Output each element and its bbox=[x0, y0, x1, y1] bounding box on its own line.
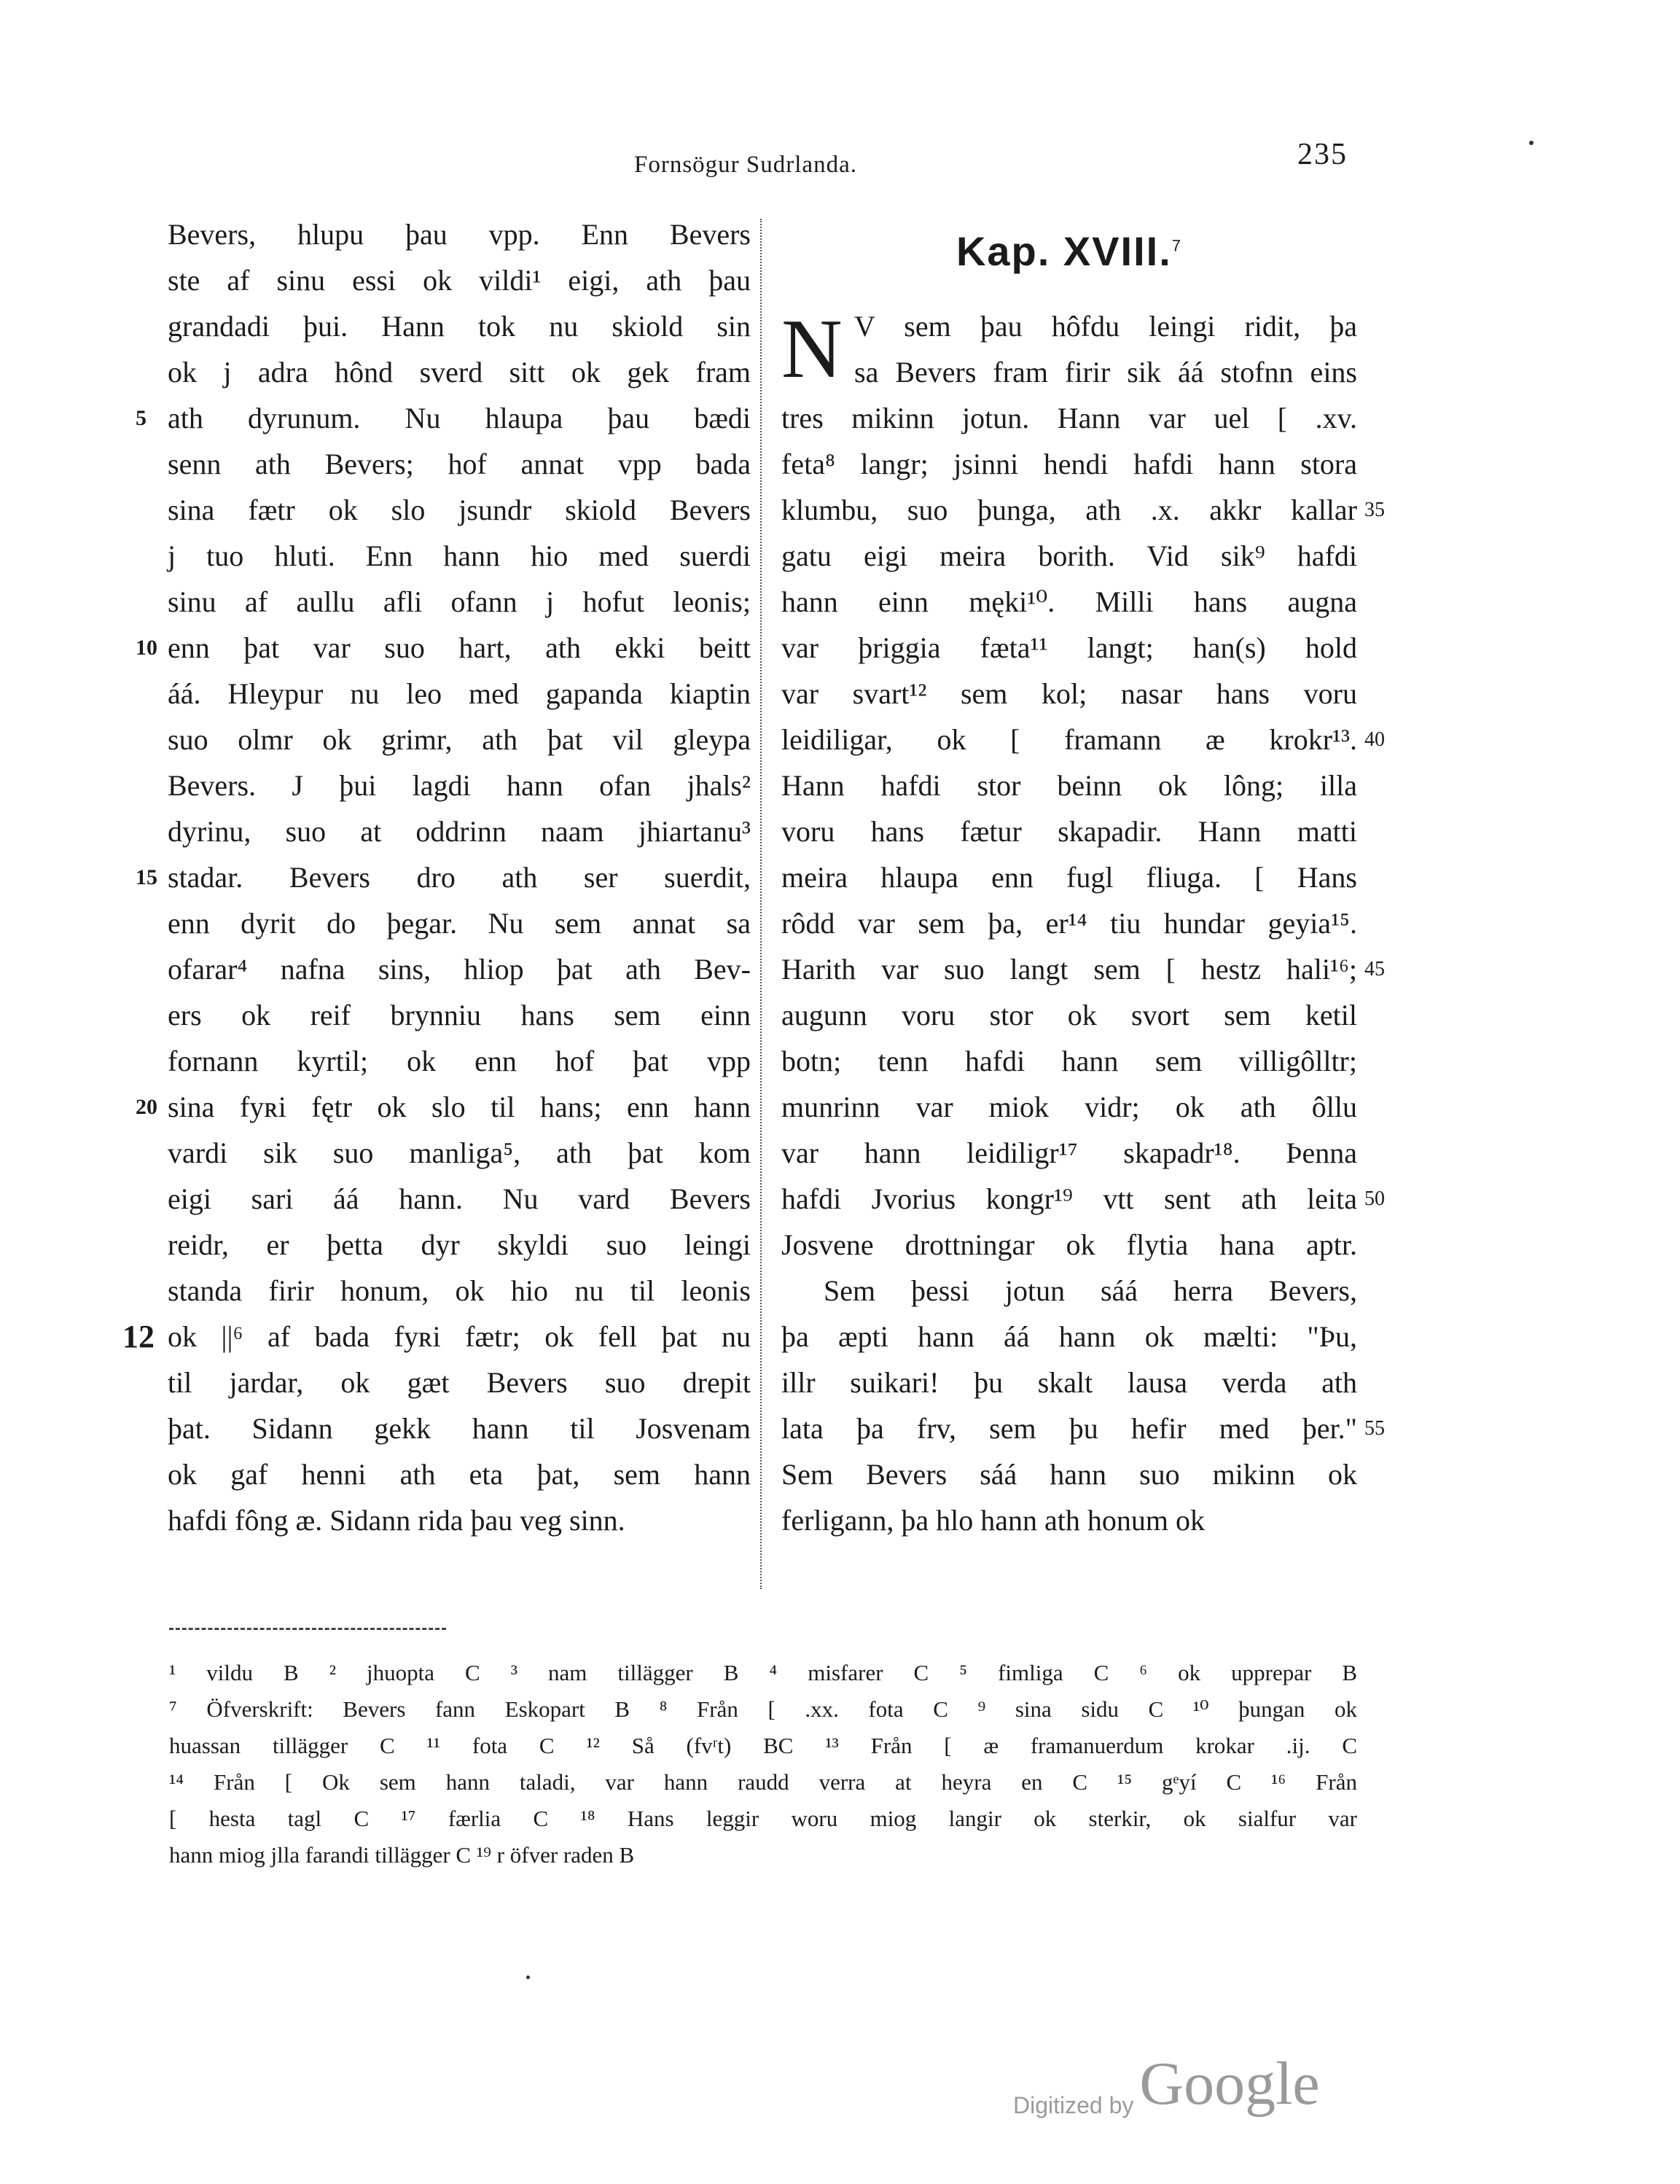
text-line bbox=[168, 579, 751, 625]
line-text: ste af sinu essi ok vildi¹ eigi, ath þau bbox=[168, 264, 751, 297]
line-text: ok gaf henni ath eta þat, sem hann bbox=[168, 1458, 751, 1491]
text-line bbox=[168, 808, 751, 854]
line-text: grandadi þui. Hann tok nu skiold sin bbox=[168, 310, 751, 343]
line-text: var svart¹² sem kol; nasar hans voru bbox=[781, 677, 1357, 710]
text-line bbox=[168, 257, 751, 303]
text-line bbox=[781, 533, 1357, 579]
left-text-column bbox=[122, 211, 751, 1543]
line-text: rôdd var sem þa, er¹⁴ tiu hundar geyia¹⁵. bbox=[781, 907, 1357, 940]
line-text: ok j adra hônd sverd sitt ok gek fram bbox=[168, 356, 751, 389]
footnote-line: ¹⁴ Från [ Ok sem hann taladi, var hann raudd verra at heyra en C ¹⁵ gᵉyí C ¹⁶ Från bbox=[169, 1769, 1357, 1795]
text-line bbox=[781, 1405, 1385, 1451]
footnotes bbox=[169, 1655, 1357, 1873]
line-number: 55 bbox=[1364, 1417, 1385, 1440]
text-line bbox=[136, 625, 751, 671]
text-line bbox=[168, 1130, 751, 1176]
text-line bbox=[136, 395, 751, 441]
chapter-heading-text: Kap. XVIII. bbox=[956, 228, 1172, 274]
text-line bbox=[781, 395, 1357, 441]
line-text: ath dyrunum. Nu hlaupa þau bædi bbox=[168, 402, 751, 434]
line-text: enn dyrit do þegar. Nu sem annat sa bbox=[168, 907, 751, 940]
text-line bbox=[781, 992, 1357, 1038]
line-number: 45 bbox=[1364, 958, 1385, 980]
text-line bbox=[781, 1360, 1357, 1405]
text-line bbox=[168, 946, 751, 992]
line-text: ferligann, þa hlo hann ath honum ok bbox=[781, 1504, 1205, 1537]
text-line bbox=[781, 717, 1385, 763]
line-text: reidr, er þetta dyr skyldi suo leingi bbox=[168, 1228, 751, 1261]
line-number: 35 bbox=[1364, 499, 1385, 521]
text-line bbox=[168, 349, 751, 395]
line-number: 12 bbox=[122, 1319, 155, 1354]
watermark-prefix: Digitized by bbox=[1013, 2092, 1134, 2118]
text-line bbox=[168, 1222, 751, 1268]
line-text: feta⁸ langr; jsinni hendi hafdi hann stora bbox=[781, 448, 1357, 480]
text-line bbox=[136, 854, 751, 900]
column-divider bbox=[760, 219, 762, 1589]
text-line bbox=[168, 1451, 751, 1497]
text-line bbox=[168, 1497, 751, 1543]
chapter-heading-note: 7 bbox=[1171, 236, 1183, 255]
line-text: Bevers, hlupu þau vpp. Enn Bevers bbox=[168, 218, 751, 251]
line-text: var þriggia fæta¹¹ langt; han(s) hold bbox=[781, 631, 1357, 664]
line-text: V sem þau hôfdu leingi ridit, þa bbox=[854, 310, 1357, 343]
line-text: eigi sari áá hann. Nu vard Bevers bbox=[168, 1182, 751, 1215]
text-line bbox=[168, 1360, 751, 1405]
line-text: sina fyʀi fętr ok slo til hans; enn hann bbox=[168, 1091, 751, 1123]
line-number: 5 bbox=[136, 406, 146, 430]
line-text: Bevers. J þui lagdi hann ofan jhals² bbox=[168, 769, 751, 802]
footnote-line: ¹ vildu B ² jhuopta C ³ nam tillägger B ⁴ misfarer C ⁵ fimliga C ⁶ ok upprepar B bbox=[169, 1660, 1357, 1685]
footnote-line: ⁷ Öfverskrift: Bevers fann Eskopart B ⁸ Från [ .xx. fota C ⁹ sina sidu C ¹⁰ þungan ok bbox=[169, 1696, 1357, 1722]
text-line bbox=[168, 211, 751, 257]
line-text: ok ||⁶ af bada fyʀi fætr; ok fell þat nu bbox=[168, 1320, 751, 1353]
line-number: 40 bbox=[1364, 728, 1385, 751]
line-text: enn þat var suo hart, ath ekki beitt bbox=[168, 631, 751, 664]
line-text: fornann kyrtil; ok enn hof þat vpp bbox=[168, 1045, 751, 1077]
line-text: ers ok reif brynniu hans sem einn bbox=[168, 999, 751, 1031]
line-text: meira hlaupa enn fugl fliuga. [ Hans bbox=[781, 861, 1357, 894]
text-line bbox=[168, 763, 751, 808]
right-text-column bbox=[781, 211, 1385, 1543]
text-line bbox=[168, 671, 751, 717]
page-number: 235 bbox=[1297, 138, 1348, 171]
line-text: var hann leidiligr¹⁷ skapadr¹⁸. Þenna bbox=[781, 1136, 1357, 1169]
text-line bbox=[781, 441, 1357, 487]
line-text: hafdi Jvorius kongr¹⁹ vtt sent ath leita bbox=[781, 1182, 1357, 1215]
text-line bbox=[781, 1314, 1357, 1360]
text-line bbox=[781, 900, 1357, 946]
line-text: voru hans fætur skapadir. Hann matti bbox=[781, 815, 1357, 848]
line-number: 20 bbox=[136, 1095, 157, 1119]
line-text: vardi sik suo manliga⁵, ath þat kom bbox=[168, 1136, 751, 1169]
text-line bbox=[168, 487, 751, 533]
line-text: klumbu, suo þunga, ath .x. akkr kallar bbox=[781, 494, 1357, 526]
line-text: tres mikinn jotun. Hann var uel [ .xv. bbox=[781, 402, 1357, 434]
text-line bbox=[781, 625, 1357, 671]
line-text: sa Bevers fram firir sik áá stofnn eins bbox=[854, 356, 1357, 389]
text-line bbox=[781, 763, 1357, 808]
footnote-line: hann miog jlla farandi tillägger C ¹⁹ r öfver raden B bbox=[169, 1842, 635, 1868]
line-text: stadar. Bevers dro ath ser suerdit, bbox=[168, 861, 751, 894]
digitized-watermark bbox=[1013, 2048, 1320, 2119]
text-line bbox=[781, 854, 1357, 900]
drop-cap: N bbox=[781, 303, 843, 396]
text-line bbox=[781, 1222, 1357, 1268]
line-text: suo olmr ok grimr, ath þat vil gleypa bbox=[168, 723, 751, 756]
text-line bbox=[122, 1314, 751, 1360]
line-number: 10 bbox=[136, 636, 157, 660]
line-text: Sem þessi jotun sáá herra Bevers, bbox=[824, 1274, 1357, 1307]
line-text: senn ath Bevers; hof annat vpp bada bbox=[168, 448, 751, 480]
line-text: gatu eigi meira borith. Vid sik⁹ hafdi bbox=[781, 539, 1357, 572]
text-line bbox=[168, 992, 751, 1038]
line-text: þat. Sidann gekk hann til Josvenam bbox=[168, 1412, 751, 1445]
line-text: lata þa frv, sem þu hefir med þer." bbox=[781, 1412, 1357, 1445]
google-logo: Google bbox=[1139, 2050, 1320, 2118]
text-line bbox=[168, 1268, 751, 1314]
text-line bbox=[168, 303, 751, 349]
text-line bbox=[168, 717, 751, 763]
line-text: standa firir honum, ok hio nu til leonis bbox=[168, 1274, 751, 1307]
text-line bbox=[781, 808, 1357, 854]
text-line bbox=[781, 1130, 1357, 1176]
line-text: Harith var suo langt sem [ hestz hali¹⁶; bbox=[781, 953, 1357, 986]
line-text: Hann hafdi stor beinn ok lông; illa bbox=[781, 769, 1357, 802]
line-text: dyrinu, suo at oddrinn naam jhiartanu³ bbox=[168, 815, 751, 848]
text-line bbox=[168, 1405, 751, 1451]
scan-speck bbox=[526, 1976, 530, 1979]
text-line bbox=[781, 349, 1357, 395]
text-line bbox=[168, 441, 751, 487]
running-header-title: Fornsögur Sudrlanda. bbox=[634, 152, 857, 178]
text-line bbox=[168, 1176, 751, 1222]
line-text: botn; tenn hafdi hann sem villigôlltr; bbox=[781, 1045, 1357, 1077]
footnote-line: [ hesta tagl C ¹⁷ færlia C ¹⁸ Hans leggir woru miog langir ok sterkir, ok sialfur var bbox=[169, 1806, 1357, 1831]
chapter-heading bbox=[781, 211, 1357, 303]
line-text: þa æpti hann áá hann ok mælti: "Þu, bbox=[781, 1320, 1357, 1353]
text-line bbox=[781, 1084, 1357, 1130]
text-line bbox=[781, 487, 1385, 533]
line-text: áá. Hleypur nu leo med gapanda kiaptin bbox=[168, 677, 751, 710]
line-text: Sem Bevers sáá hann suo mikinn ok bbox=[781, 1458, 1357, 1491]
text-line bbox=[168, 533, 751, 579]
line-text: hann einn męki¹⁰. Milli hans augna bbox=[781, 585, 1357, 618]
line-text: hafdi fông æ. Sidann rida þau veg sinn. bbox=[168, 1504, 625, 1537]
line-text: leidiligar, ok [ framann æ krokr¹³. bbox=[781, 723, 1357, 756]
text-line bbox=[781, 303, 1357, 349]
line-text: til jardar, ok gæt Bevers suo drepit bbox=[168, 1366, 751, 1399]
text-line bbox=[781, 946, 1385, 992]
line-text: j tuo hluti. Enn hann hio med suerdi bbox=[168, 539, 751, 572]
text-line bbox=[781, 579, 1357, 625]
line-text: sinu af aullu afli ofann j hofut leonis; bbox=[168, 585, 751, 618]
text-line bbox=[781, 1038, 1357, 1084]
line-number: 15 bbox=[136, 865, 157, 889]
scan-speck bbox=[1529, 141, 1534, 145]
line-text: ofarar⁴ nafna sins, hliop þat ath Bev- bbox=[168, 953, 751, 986]
line-text: sina fætr ok slo jsundr skiold Bevers bbox=[168, 494, 751, 526]
line-text: augunn voru stor ok svort sem ketil bbox=[781, 999, 1357, 1031]
text-line bbox=[781, 1497, 1357, 1543]
line-number: 50 bbox=[1364, 1187, 1385, 1210]
line-text: illr suikari! þu skalt lausa verda ath bbox=[781, 1366, 1357, 1399]
text-line bbox=[136, 1084, 751, 1130]
text-line bbox=[781, 1451, 1357, 1497]
line-text: munrinn var miok vidr; ok ath ôllu bbox=[781, 1091, 1357, 1123]
text-line bbox=[781, 1268, 1357, 1314]
line-text: Josvene drottningar ok flytia hana aptr. bbox=[781, 1228, 1357, 1261]
text-line bbox=[781, 671, 1357, 717]
text-line bbox=[781, 1176, 1385, 1222]
text-line bbox=[168, 1038, 751, 1084]
footnote-line: huassan tillägger C ¹¹ fota C ¹² Så (fvʳt) BC ¹³ Från [ æ framanuerdum krokar .ij. C bbox=[169, 1733, 1357, 1758]
footnote-rule bbox=[169, 1628, 446, 1630]
text-line bbox=[168, 900, 751, 946]
